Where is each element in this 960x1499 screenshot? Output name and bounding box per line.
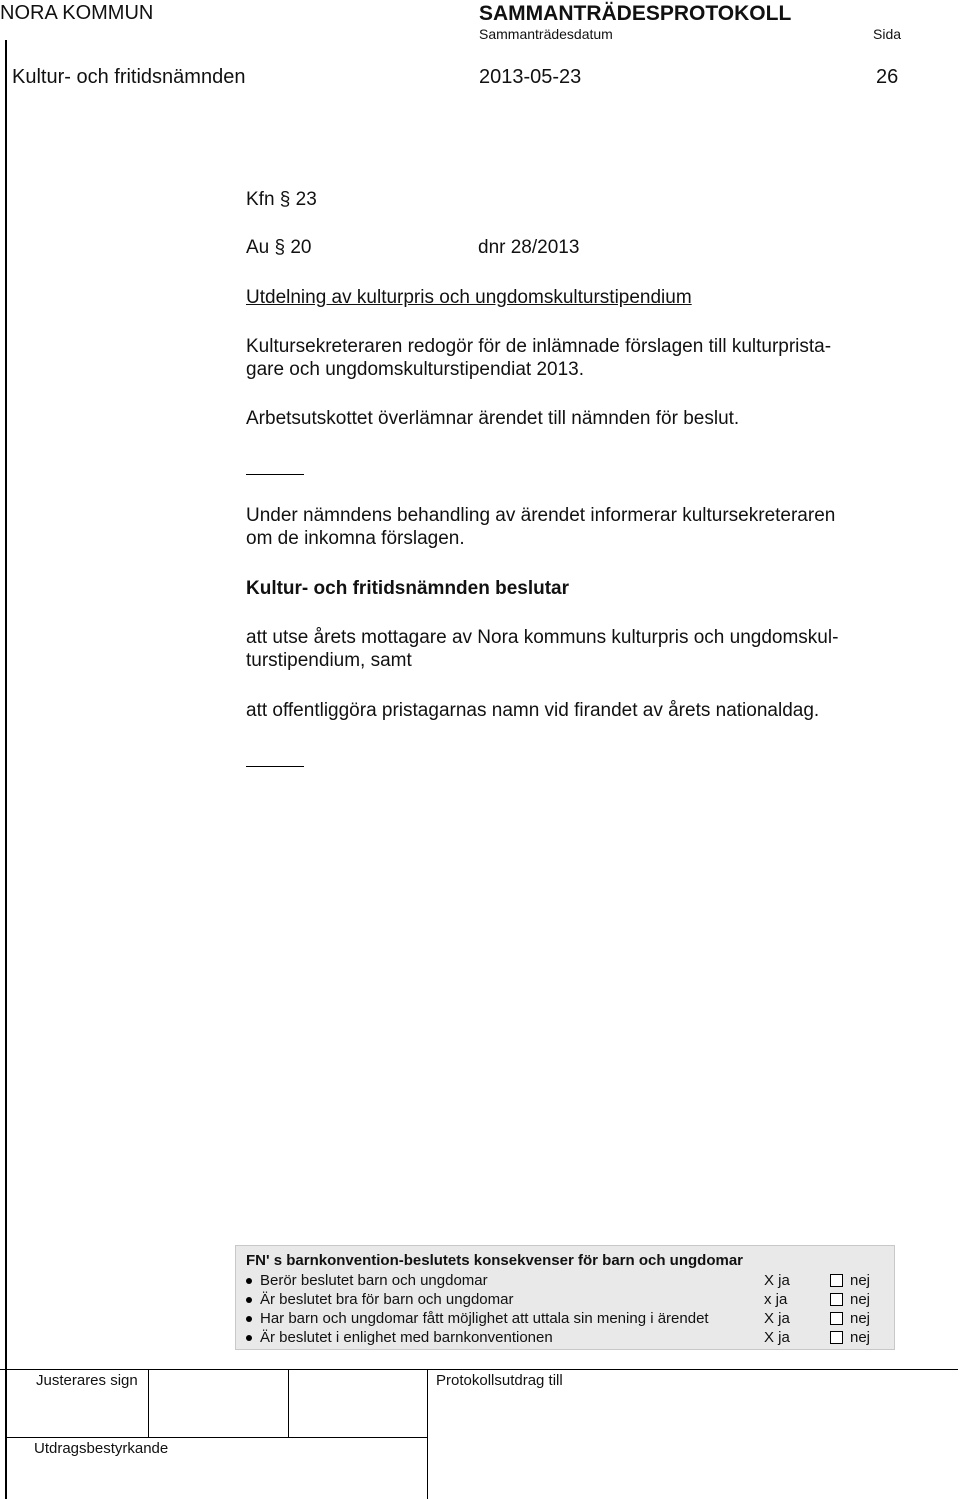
no-checkbox[interactable] xyxy=(830,1293,843,1306)
background-text xyxy=(246,335,831,381)
page-label: Sida xyxy=(873,26,902,42)
kfn-paragraph-ref: Kfn § 23 xyxy=(246,189,317,210)
case-title: Utdelning av kulturpris och ungdomskulturstipendium xyxy=(246,287,692,308)
child-impact-item xyxy=(246,1329,886,1348)
yes-option: x ja xyxy=(764,1291,788,1308)
no-checkbox[interactable] xyxy=(830,1274,843,1287)
meeting-date-label: Sammanträdesdatum xyxy=(479,26,613,42)
footer-mid-rule xyxy=(6,1437,428,1438)
decision-1-line-2: turstipendium, samt xyxy=(246,650,412,671)
no-checkbox[interactable] xyxy=(830,1331,843,1344)
no-option: nej xyxy=(850,1272,871,1289)
deliberation-text xyxy=(246,504,835,550)
child-impact-box xyxy=(235,1245,895,1350)
child-impact-question: Är beslutet i enlighet med barnkonventionen xyxy=(260,1329,553,1346)
decision-item-2: att offentliggöra pristagarnas namn vid firandet av årets nationaldag. xyxy=(246,700,820,721)
section-divider xyxy=(246,474,304,475)
no-checkbox[interactable] xyxy=(830,1312,843,1325)
document-type: SAMMANTRÄDESPROTOKOLL xyxy=(479,2,792,25)
footer-top-rule xyxy=(0,1369,958,1370)
section-divider-end xyxy=(246,766,304,767)
adjuster-sign-label: Justerares sign xyxy=(36,1372,138,1389)
child-impact-question: Har barn och ungdomar fått möjlighet att uttala sin mening i ärendet xyxy=(260,1310,709,1327)
bullet-icon xyxy=(246,1316,252,1322)
footer-divider xyxy=(288,1369,289,1437)
child-impact-question: Är beslutet bra för barn och ungdomar xyxy=(260,1291,514,1308)
no-option: nej xyxy=(850,1291,871,1308)
meeting-date: 2013-05-23 xyxy=(479,66,582,88)
decision-1-line-1: att utse årets mottagare av Nora kommuns kulturpris och ungdomskul- xyxy=(246,627,839,648)
left-margin-rule xyxy=(5,40,7,1499)
child-impact-question: Berör beslutet barn och ungdomar xyxy=(260,1272,488,1289)
no-option: nej xyxy=(850,1310,871,1327)
bullet-icon xyxy=(246,1335,252,1341)
background-line-1: Kultursekreteraren redogör för de inlämnade förslagen till kulturprista- xyxy=(246,336,832,357)
decision-heading: Kultur- och fritidsnämnden beslutar xyxy=(246,578,570,599)
page-number: 26 xyxy=(876,66,899,88)
deliberation-line-2: om de inkomna förslagen. xyxy=(246,528,465,549)
bullet-icon xyxy=(246,1278,252,1284)
background-line-2: gare och ungdomskulturstipendiat 2013. xyxy=(246,359,585,380)
yes-option: X ja xyxy=(764,1329,790,1346)
committee-proposal: Arbetsutskottet överlämnar ärendet till nämnden för beslut. xyxy=(246,408,740,429)
yes-option: X ja xyxy=(764,1272,790,1289)
case-number: dnr 28/2013 xyxy=(478,237,580,258)
committee-name: Kultur- och fritidsnämnden xyxy=(12,66,246,88)
no-option: nej xyxy=(850,1329,871,1346)
extract-to-label: Protokollsutdrag till xyxy=(436,1372,563,1389)
child-impact-title: FN' s barnkonvention-beslutets konsekvenser för barn och ungdomar xyxy=(246,1252,743,1269)
child-impact-item xyxy=(246,1310,886,1329)
yes-option: X ja xyxy=(764,1310,790,1327)
extract-certifier-label: Utdragsbestyrkande xyxy=(34,1440,169,1457)
decision-item-1 xyxy=(246,626,838,672)
bullet-icon xyxy=(246,1297,252,1303)
au-paragraph-ref: Au § 20 xyxy=(246,237,312,258)
child-impact-item xyxy=(246,1291,886,1310)
footer-divider xyxy=(427,1369,428,1499)
footer-divider xyxy=(148,1369,149,1437)
deliberation-line-1: Under nämndens behandling av ärendet informerar kultursekreteraren xyxy=(246,505,836,526)
child-impact-item xyxy=(246,1272,886,1291)
organization-name: NORA KOMMUN xyxy=(0,2,154,24)
